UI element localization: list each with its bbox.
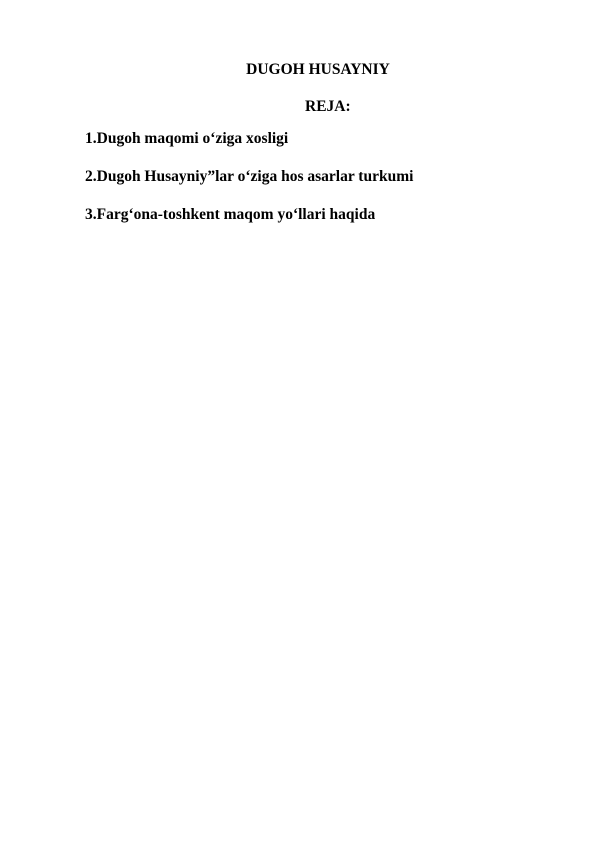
plan-list	[85, 130, 413, 244]
plan-heading: REJA:	[305, 98, 351, 115]
document-title: DUGOH HUSAYNIY	[246, 61, 390, 78]
plan-item-2: 2.Dugoh Husayniy”lar o‘ziga hos asarlar turkumi	[85, 168, 414, 185]
plan-item-1: 1.Dugoh maqomi o‘ziga xosligi	[85, 130, 289, 147]
plan-item-3: 3.Farg‘ona-toshkent maqom yo‘llari haqida	[85, 206, 376, 223]
